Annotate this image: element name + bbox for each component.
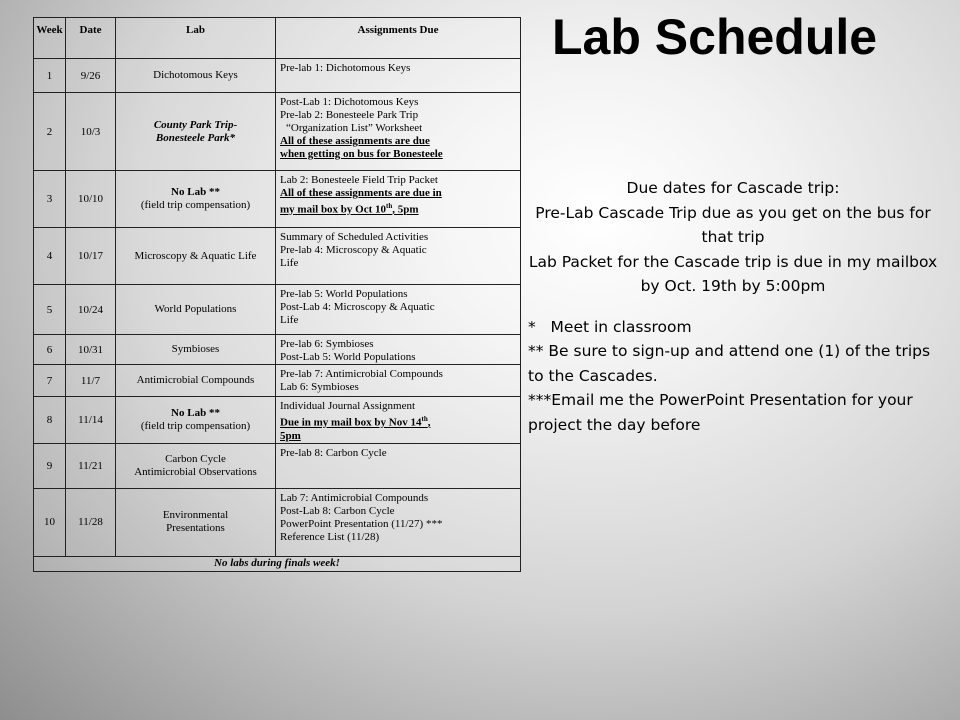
date-cell: 10/17 (66, 228, 116, 285)
lab-cell: Carbon Cycle Antimicrobial Observations (116, 443, 276, 488)
table-footer-note: No labs during finals week! (34, 556, 521, 571)
week-cell: 8 (34, 397, 66, 444)
due-note: All of these assignments are due in (280, 187, 442, 199)
week-cell: 2 (34, 93, 66, 171)
date-cell: 10/24 (66, 285, 116, 335)
assignments-header: Assignments Due (276, 18, 521, 59)
lab-cell: Antimicrobial Compounds (116, 365, 276, 397)
spacer (528, 299, 938, 315)
date-cell: 10/31 (66, 335, 116, 365)
lab-cell: County Park Trip- Bonesteele Park* (116, 93, 276, 171)
due-note: my mail box by Oct 10th, 5pm (280, 202, 419, 216)
table-row (34, 93, 521, 171)
table-row (34, 488, 521, 556)
assignments-cell: Lab 7: Antimicrobial Compounds Post-Lab 8: Carbon Cycle PowerPoint Presentation (11/27) *** Reference List (11/28) (276, 488, 521, 556)
assignments-cell: Pre-lab 8: Carbon Cycle (276, 443, 521, 488)
lab-cell: Symbioses (116, 335, 276, 365)
page-title: Lab Schedule (552, 9, 878, 65)
date-cell: 11/28 (66, 488, 116, 556)
week-header: Week (34, 18, 66, 59)
assignments-cell: Pre-lab 6: Symbioses Post-Lab 5: World Populations (276, 335, 521, 365)
lab-cell: No Lab ** (field trip compensation) (116, 397, 276, 444)
table-row (34, 59, 521, 93)
table-row (34, 397, 521, 444)
table-footer-row (34, 556, 521, 571)
week-cell: 6 (34, 335, 66, 365)
footnote: ** Be sure to sign-up and attend one (1) of the trips to the Cascades. (528, 342, 931, 385)
lab-cell: Dichotomous Keys (116, 59, 276, 93)
table-row (34, 365, 521, 397)
footnote: * Meet in classroom (528, 317, 692, 336)
lab-cell: World Populations (116, 285, 276, 335)
assignments-cell: Pre-lab 7: Antimicrobial Compounds Lab 6: Symbioses (276, 365, 521, 397)
date-cell: 10/10 (66, 171, 116, 228)
due-note: All of these assignments are due (280, 135, 430, 147)
lab-header: Lab (116, 18, 276, 59)
notes-line: Lab Packet for the Cascade trip is due in my mailbox by Oct. 19th by 5:00pm (528, 252, 938, 295)
due-note: Due in my mail box by Nov 14th, (280, 415, 431, 429)
week-cell: 10 (34, 488, 66, 556)
assignments-cell: Post-Lab 1: Dichotomous Keys Pre-lab 2: Bonesteele Park Trip “Organization List” Worksheet All of these assignments are due when getting on bus for Bonesteele (276, 93, 521, 171)
date-cell: 10/3 (66, 93, 116, 171)
week-cell: 1 (34, 59, 66, 93)
assignments-cell: Pre-lab 5: World Populations Post-Lab 4: Microscopy & Aquatic Life (276, 285, 521, 335)
assignments-cell: Pre-lab 1: Dichotomous Keys (276, 59, 521, 93)
lab-schedule-table (33, 17, 521, 572)
table-header-row (34, 18, 521, 59)
notes-line: Pre-Lab Cascade Trip due as you get on the bus for that trip (535, 203, 931, 246)
footnote: ***Email me the PowerPoint Presentation for your project the day before (528, 391, 913, 434)
lab-cell: Microscopy & Aquatic Life (116, 228, 276, 285)
table-row (34, 228, 521, 285)
table-row (34, 171, 521, 228)
week-cell: 4 (34, 228, 66, 285)
due-note: when getting on bus for Bonesteele (280, 148, 443, 160)
week-cell: 9 (34, 443, 66, 488)
assignments-cell: Summary of Scheduled Activities Pre-lab 4: Microscopy & Aquatic Life (276, 228, 521, 285)
date-header: Date (66, 18, 116, 59)
due-note: 5pm (280, 429, 301, 442)
table-row (34, 285, 521, 335)
notes-panel (528, 176, 938, 437)
lab-cell: Environmental Presentations (116, 488, 276, 556)
week-cell: 5 (34, 285, 66, 335)
table-row (34, 443, 521, 488)
date-cell: 11/14 (66, 397, 116, 444)
lab-cell: No Lab ** (field trip compensation) (116, 171, 276, 228)
notes-heading: Due dates for Cascade trip: (626, 179, 840, 197)
week-cell: 7 (34, 365, 66, 397)
date-cell: 9/26 (66, 59, 116, 93)
table-row (34, 335, 521, 365)
week-cell: 3 (34, 171, 66, 228)
date-cell: 11/7 (66, 365, 116, 397)
assignments-cell: Lab 2: Bonesteele Field Trip Packet All of these assignments are due in my mail box by Oct 10th, 5pm (276, 171, 521, 228)
assignments-cell: Individual Journal Assignment Due in my mail box by Nov 14th, 5pm (276, 397, 521, 444)
date-cell: 11/21 (66, 443, 116, 488)
